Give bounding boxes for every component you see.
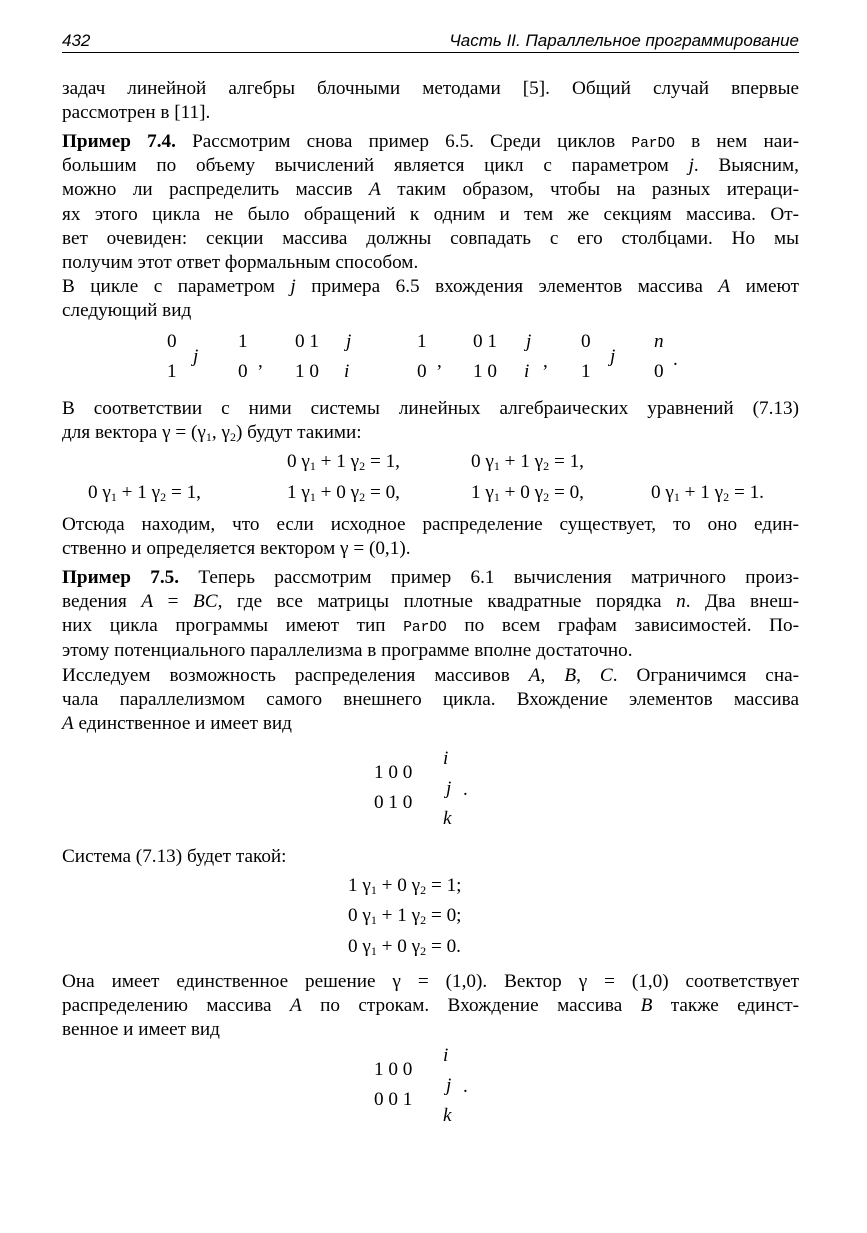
text-line: В соответствии с ними системы линейных алгебраических уравнений (7.13) <box>62 398 799 419</box>
text-line: Система (7.13) будет такой: <box>62 846 287 867</box>
text-line: них цикла программы имеют тип ParDO по всем графам зависимостей. По- <box>62 615 799 637</box>
text-line: A единственное и имеет вид <box>62 713 292 735</box>
running-header <box>62 28 799 53</box>
text-line: В цикле с параметром j примера 6.5 вхождения элементов массива A имеют <box>62 276 799 297</box>
page-number: 432 <box>62 31 91 50</box>
paragraph <box>62 275 799 323</box>
text-line: Она имеет единственное решение γ = (1,0). Вектор γ = (1,0) соответствует <box>62 971 799 992</box>
text-line: Исследуем возможность распределения массивов A, B, C. Ограничимся сна- <box>62 665 799 686</box>
code-pardo: ParDO <box>403 620 447 637</box>
text-line: Пример 7.4. Рассмотрим снова пример 6.5. Среди циклов ParDO в нем наи- <box>62 131 799 152</box>
book-page: 432 Часть II. Параллельное программирование задач линейной алгебры блочными методами [5]. Общий случай впервые рассмотрен в [11]. Пример 7.4. Рассмотрим снова пример 6.5. Среди циклов ParDO в нем наи- большим по объему вычислений является цикл с параметром j. Выясним, можно ли распределить массив A таким образом, чтобы на разных итераци- ях этого цикла не было обращений к одним и тем же секциям массива. От- вет очевиден: секции массива должны совпадать с его столбцами. Но мы получим этот ответ формальным способом. В цикле с параметром j примера 6.5 вхождения элементов массива A имеют следующий вид 0 1 j 1 0 , 0 1 1 0 j i 1 0 , 0 1 1 0 j i , 0 1 j n 0 . В соответствии с ними системы линейных алгебраических уравнений (7.13) для вектора $\gamma = (\gamma_1$, $\gamma_2$) будут такими: 0 $\gamma_1 + 1$ $\gamma_2 = 1$, 0 $\gamma_1 + 1$ $\gamma_2 = 1$, 0 $\gamma_1 + 1$ $\gamma_2 = 1$, 1 $\gamma_1 + 0$ $\gamma_2 = 0$, 1 $\gamma_1 + 0$ $\gamma_2 = 0$, 0 $\gamma_1 + 1$ $\gamma_2 = 1$. Отсюда находим, что если исходное распределение существует, то оно един- ственно и определяется вектором γ = (0,1). Пример 7.5. Теперь рассмотрим пример 6.1 вычисления матричного произ- ведения A = BC, где все матрицы плотные квадратные порядка n. Два внеш- них цикла программы имеют тип ParDO по всем графам зависимостей. По- этому потенциального параллелизма в программе вполне достаточно. Исследуем возможность распределения массивов A, B, C. Ограничимся сна- чала параллелизмом самого внешнего цикла. Вхождение элементов массива A единственное и имеет вид 1 0 0 0 1 0 i j . k Система (7.13) будет такой: 1 $\gamma_1 + 0$ $\gamma_2 = 1$; 0 $\gamma_1 + 1$ $\gamma_2 = 0$; 0 $\gamma_1 + 0$ $\gamma_2 = 0$. Она имеет единственное решение γ = (1,0). Вектор γ = (1,0) соответствует распределению массива A по строкам. Вхождение массива B также единст- венное и имеет вид 1 0 0 0 0 1 i j . k <box>0 0 867 1233</box>
paragraph <box>62 970 799 1043</box>
text-line: рассмотрен в [11]. <box>62 102 211 124</box>
paragraph-continuation <box>62 77 799 125</box>
text-line: следующий вид <box>62 300 192 322</box>
text-line: получим этот ответ формальным способом. <box>62 251 419 273</box>
paragraph <box>62 397 799 445</box>
example-heading: Пример 7.5. <box>62 567 180 588</box>
text-line: для вектора $\gamma = (\gamma_1$, $\gamma_2$) будут такими: <box>62 422 362 445</box>
paragraph-example-7-4 <box>62 130 799 275</box>
text-line: Пример 7.5. Теперь рассмотрим пример 6.1 вычисления матричного произ- <box>62 567 799 588</box>
text-line: ведения A = BC, где все матрицы плотные квадратные порядка n. Два внеш- <box>62 591 800 613</box>
text-line: ственно и определяется вектором γ = (0,1). <box>62 538 411 560</box>
text-line: распределению массива A по строкам. Вхождение массива B также единст- <box>62 995 799 1017</box>
text-line: большим по объему вычислений является цикл с параметром j. Выясним, <box>62 155 799 177</box>
example-heading: Пример 7.4. <box>62 131 176 152</box>
text-line: этому потенциального параллелизма в программе вполне достаточно. <box>62 639 633 661</box>
code-pardo: ParDO <box>631 136 675 152</box>
text-line: Отсюда находим, что если исходное распределение существует, то оно един- <box>62 514 799 535</box>
running-title: Часть II. Параллельное программирование <box>449 31 799 50</box>
text-line: венное и имеет вид <box>62 1019 220 1041</box>
text-line: можно ли распределить массив A таким образом, чтобы на разных итераци- <box>62 179 799 201</box>
paragraph <box>62 513 799 561</box>
text-line: чала параллелизмом самого внешнего цикла. Вхождение элементов массива <box>62 689 799 711</box>
paragraph <box>62 664 799 737</box>
text-line: ях этого цикла не было обращений к одним и тем же секциям массива. От- <box>62 203 799 225</box>
paragraph <box>62 845 799 869</box>
text-line: вет очевиден: секции массива должны совпадать с его столбцами. Но мы <box>62 227 799 249</box>
paragraph-example-7-5 <box>62 566 799 663</box>
text-line: задач линейной алгебры блочными методами [5]. Общий случай впервые <box>62 78 799 99</box>
